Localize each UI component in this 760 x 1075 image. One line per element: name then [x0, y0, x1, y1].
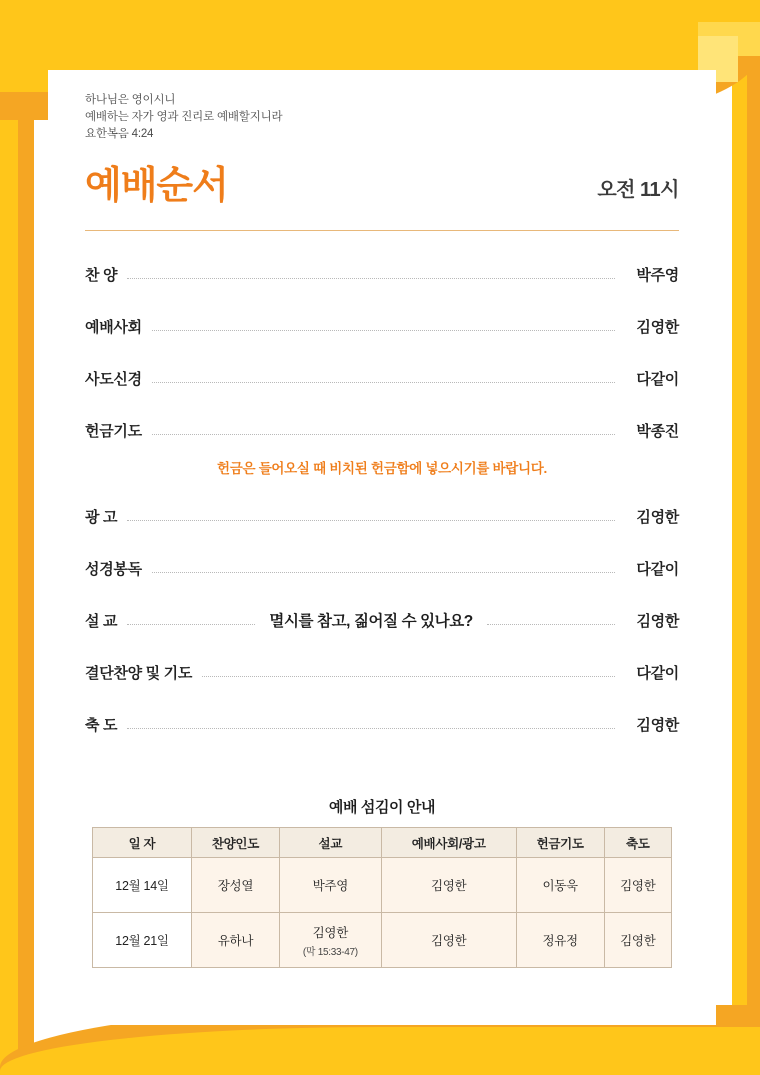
order-person: 김영한 — [636, 716, 679, 734]
cell-praise: 유하나 — [191, 913, 279, 968]
table-header-row — [93, 828, 672, 858]
order-row — [85, 542, 679, 594]
order-label: 성경봉독 — [85, 560, 142, 578]
order-row — [85, 646, 679, 698]
cell-sermon-name: 김영한 — [312, 925, 348, 940]
leader-dots — [152, 330, 615, 331]
leader-dots — [202, 676, 615, 677]
column-header-benediction: 축도 — [604, 828, 671, 858]
order-of-service-list — [85, 248, 679, 750]
cell-host: 김영한 — [381, 913, 516, 968]
verse-reference: 요한복음 4:24 — [85, 128, 154, 140]
order-row — [85, 352, 679, 404]
order-row — [85, 490, 679, 542]
cell-date: 12월 14일 — [93, 858, 192, 913]
left-border-decoration — [0, 0, 34, 1075]
table-row — [93, 913, 672, 968]
serve-schedule-table — [92, 827, 672, 968]
leader-dots — [487, 624, 615, 625]
cell-sermon — [279, 858, 381, 913]
cell-sermon — [279, 913, 381, 968]
leader-dots — [152, 572, 615, 573]
order-person: 박주영 — [636, 266, 679, 284]
leader-dots — [127, 278, 615, 279]
order-person: 다같이 — [636, 560, 679, 578]
serve-table-title: 예배 섬김이 안내 — [328, 799, 436, 816]
leader-dots — [127, 728, 615, 729]
sermon-title: 멸시를 참고, 짊어질 수 있나요? — [269, 613, 473, 630]
offering-note: 헌금은 들어오실 때 비치된 헌금함에 넣으시기를 바랍니다. — [217, 461, 547, 476]
title-divider — [85, 230, 679, 231]
order-label: 사도신경 — [85, 370, 142, 388]
cell-sermon-name: 박주영 — [312, 879, 348, 893]
cell-date: 12월 21일 — [93, 913, 192, 968]
title-row — [85, 166, 679, 206]
scripture-verse — [85, 92, 282, 143]
order-label: 설 교 — [85, 612, 118, 630]
cell-benediction: 김영한 — [604, 913, 671, 968]
page-title: 예배순서 — [85, 165, 228, 207]
cell-praise: 장성열 — [191, 858, 279, 913]
order-row — [85, 698, 679, 750]
order-label: 찬 양 — [85, 266, 118, 284]
order-row — [85, 248, 679, 300]
column-header-sermon: 설교 — [279, 828, 381, 858]
table-row — [93, 858, 672, 913]
leader-dots — [127, 520, 615, 521]
left-border-inner — [0, 0, 18, 1075]
bottom-banner-inner — [0, 1027, 760, 1075]
order-row — [85, 300, 679, 352]
order-label: 예배사회 — [85, 318, 142, 336]
order-row — [85, 404, 679, 456]
order-person: 김영한 — [636, 612, 680, 630]
cell-offering: 이동욱 — [516, 858, 604, 913]
right-border-inner — [747, 0, 760, 1075]
order-person: 김영한 — [636, 318, 679, 336]
order-person: 다같이 — [636, 370, 679, 388]
leader-dots — [127, 624, 255, 625]
column-header-offering: 헌금기도 — [516, 828, 604, 858]
leader-dots — [152, 382, 615, 383]
order-label: 헌금기도 — [85, 422, 142, 440]
order-label: 결단찬양 및 기도 — [85, 664, 193, 682]
order-row-sermon — [85, 594, 679, 646]
order-person: 박종진 — [636, 422, 679, 440]
column-header-host: 예배사회/광고 — [381, 828, 516, 858]
cell-host: 김영한 — [381, 858, 516, 913]
verse-line-1: 하나님은 영이시니 — [85, 94, 176, 106]
cell-offering: 정유정 — [516, 913, 604, 968]
leader-dots — [152, 434, 615, 435]
order-person: 다같이 — [636, 664, 679, 682]
service-time: 오전 11시 — [597, 179, 679, 201]
right-border-decoration — [732, 0, 760, 1075]
order-label: 광 고 — [85, 508, 118, 526]
order-label: 축 도 — [85, 716, 118, 734]
column-header-date: 일 자 — [93, 828, 192, 858]
content-sheet — [48, 70, 716, 1025]
verse-line-2: 예배하는 자가 영과 진리로 예배할지니라 — [85, 111, 283, 123]
cell-benediction: 김영한 — [604, 858, 671, 913]
cell-sermon-scripture: (막 15:33-47) — [302, 946, 358, 958]
column-header-praise: 찬양인도 — [191, 828, 279, 858]
order-person: 김영한 — [636, 508, 679, 526]
